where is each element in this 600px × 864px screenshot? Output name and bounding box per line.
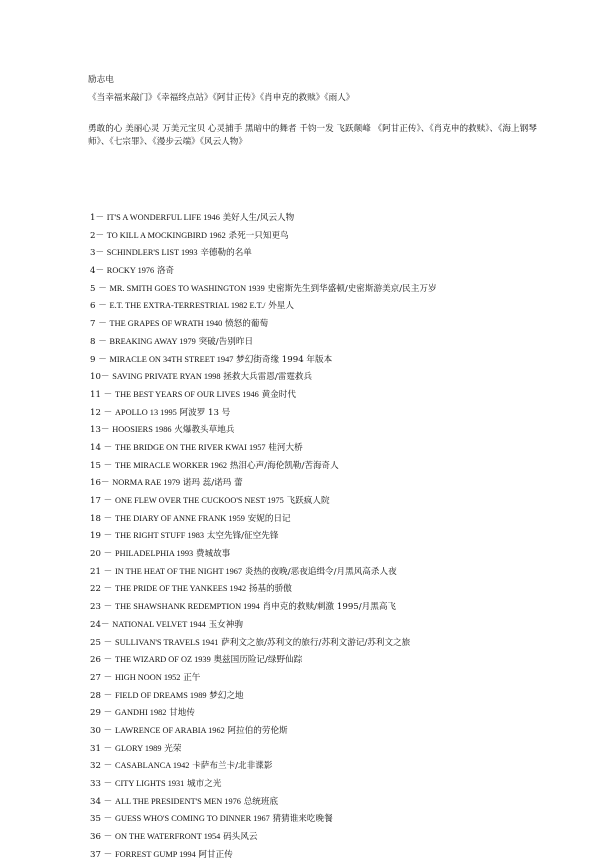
film-chinese-title: 外星人: [268, 301, 294, 312]
film-chinese-title: 热泪心声/海伦凯勒/苦海奇人: [229, 460, 339, 471]
film-number: 24－: [90, 619, 110, 630]
film-title: IT'S A WONDERFUL LIFE 1946: [106, 213, 220, 222]
film-number: 22 －: [90, 584, 113, 595]
film-list-item: [90, 368, 560, 386]
film-list-item: [90, 421, 560, 439]
film-chinese-title: 奥兹国历险记/绿野仙踪: [213, 655, 303, 666]
film-list-item: [90, 757, 560, 775]
film-title: SAVING PRIVATE RYAN 1998: [112, 372, 221, 382]
film-title: CASABLANCA 1942: [115, 761, 190, 771]
film-chinese-title: 猜猜谁来吃晚餐: [272, 814, 333, 825]
film-title: BREAKING AWAY 1979: [109, 336, 196, 346]
film-chinese-title: 卡萨布兰卡/北非谍影: [192, 761, 273, 772]
film-title: NATIONAL VELVET 1944: [112, 619, 206, 629]
film-list-item: [90, 280, 560, 298]
film-number: 21 －: [90, 566, 113, 577]
film-title: TO KILL A MOCKINGBIRD 1962: [106, 230, 226, 240]
film-list-item: [90, 227, 560, 245]
film-number: 26 －: [90, 655, 113, 666]
film-number: 33 －: [90, 779, 113, 789]
film-chinese-title: 飞跃疯人院: [286, 496, 330, 506]
film-list-item: [90, 669, 560, 687]
film-chinese-title: 城市之光: [187, 779, 222, 789]
film-chinese-title: 甘地传: [169, 708, 195, 719]
film-list-item: [90, 563, 560, 581]
film-number: 9 －: [90, 354, 107, 365]
film-title: ONE FLEW OVER THE CUCKOO'S NEST 1975: [115, 496, 284, 505]
film-number: 31 －: [90, 743, 113, 754]
film-number: 19 －: [90, 531, 113, 542]
film-chinese-title: 码头风云: [223, 832, 258, 843]
film-chinese-title: 玉女神驹: [208, 619, 243, 630]
film-chinese-title: 杀死一只知更鸟: [228, 230, 289, 241]
film-chinese-title: 洛奇: [156, 266, 175, 277]
film-list-item: [90, 580, 560, 598]
favorite-films-line: 《当幸福来敲门》《幸福终点站》《阿甘正传》《肖申克的救赎》《雨人》: [88, 93, 355, 103]
film-number: 30 －: [90, 725, 113, 736]
film-list-item: [90, 810, 560, 828]
film-number: 35 －: [90, 814, 113, 825]
film-chinese-title: 愤怒的葡萄: [225, 319, 269, 330]
film-title: FORREST GUMP 1994: [115, 849, 196, 859]
film-chinese-title: 安妮的日记: [247, 513, 291, 524]
film-list-item: [90, 651, 560, 669]
film-number: 17 －: [90, 496, 113, 506]
film-number: 32 －: [90, 761, 113, 772]
film-title: THE PRIDE OF THE YANKEES 1942: [115, 584, 247, 594]
film-chinese-title: 桂河大桥: [268, 442, 303, 453]
film-list-item: [90, 616, 560, 634]
film-title: THE SHAWSHANK REDEMPTION 1994: [115, 602, 260, 612]
film-number: 11 －: [90, 389, 113, 400]
film-chinese-title: 诺玛 蕊/诺玛 蕾: [182, 478, 243, 489]
film-list-item: [90, 351, 560, 369]
film-title: GLORY 1989: [115, 743, 162, 753]
film-list-item: [90, 297, 560, 315]
film-number: 4－: [90, 266, 105, 277]
film-number: 12 －: [90, 407, 113, 418]
film-list-item: [90, 333, 560, 351]
film-number: 15 －: [90, 460, 113, 471]
film-list-item: [90, 439, 560, 457]
film-number: 14 －: [90, 442, 113, 453]
film-list-item: [90, 828, 560, 846]
film-list-item: [90, 510, 560, 528]
film-list-item: [90, 457, 560, 475]
film-number: 10－: [90, 372, 110, 383]
film-list-item: [90, 386, 560, 404]
film-number: 34 －: [90, 796, 113, 807]
film-chinese-title: 扬基的骄傲: [248, 584, 292, 595]
film-chinese-title: 阿拉伯的劳伦斯: [227, 725, 288, 736]
film-list-item: [90, 704, 560, 722]
film-list-item: [90, 793, 560, 811]
film-number: 28 －: [90, 690, 113, 701]
film-list-item: [90, 262, 560, 280]
film-chinese-title: 梦幻之地: [209, 690, 244, 701]
film-title: THE WIZARD OF OZ 1939: [115, 655, 211, 665]
film-title: HIGH NOON 1952: [115, 672, 181, 682]
film-number: 1－: [90, 213, 105, 223]
film-number: 18 －: [90, 513, 113, 524]
film-chinese-title: 阿波罗 13 号: [179, 407, 231, 418]
film-chinese-title: 正午: [183, 672, 201, 683]
film-list-item: [90, 846, 560, 864]
film-chinese-title: 萨利文之旅/苏利文的旅行/苏利文游记/苏利文之旅: [221, 637, 411, 648]
film-list-item: [90, 722, 560, 740]
film-list-item: [90, 527, 560, 545]
film-title: ALL THE PRESIDENT'S MEN 1976: [115, 796, 241, 806]
film-number: 13－: [90, 425, 110, 436]
film-chinese-title: 肖申克的救赎/刺激 1995/月黑高飞: [262, 602, 397, 613]
film-chinese-title: 太空先锋/征空先锋: [206, 531, 279, 542]
film-title: THE RIGHT STUFF 1983: [115, 531, 205, 541]
film-number: 25 －: [90, 637, 113, 648]
film-chinese-title: 总统班底: [243, 796, 279, 807]
film-number: 37 －: [90, 849, 113, 860]
film-title: GANDHI 1982: [115, 708, 167, 718]
film-title: APOLLO 13 1995: [115, 407, 177, 417]
film-number: 7 －: [90, 319, 107, 330]
page-heading: 励志电: [88, 75, 114, 85]
film-title: THE BEST YEARS OF OUR LIVES 1946: [115, 389, 259, 399]
film-chinese-title: 黄金时代: [261, 389, 296, 400]
film-number: 20 －: [90, 549, 113, 560]
film-title: MR. SMITH GOES TO WASHINGTON 1939: [109, 283, 265, 293]
film-number: 23 －: [90, 602, 113, 613]
film-title: NORMA RAE 1979: [112, 478, 181, 488]
film-list-item: [90, 209, 560, 227]
film-title: SULLIVAN'S TRAVELS 1941: [115, 637, 219, 647]
film-title: SCHINDLER'S LIST 1993: [106, 248, 198, 258]
film-chinese-title: 阿甘正传: [198, 849, 233, 860]
film-chinese-title: 美好人生/风云人物: [222, 213, 295, 223]
film-title: PHILADELPHIA 1993: [115, 549, 194, 559]
film-title: E.T. THE EXTRA-TERRESTRIAL 1982 E.T./: [109, 301, 266, 311]
film-list-item: [90, 492, 560, 510]
film-number: 3－: [90, 248, 105, 259]
film-title: LAWRENCE OF ARABIA 1962: [115, 725, 225, 735]
film-title: MIRACLE ON 34TH STREET 1947: [109, 354, 234, 364]
film-list-item: [90, 474, 560, 492]
film-list-item: [90, 775, 560, 793]
intro-paragraph: 勇敢的心 美丽心灵 万美元宝贝 心灵捕手 黑暗中的舞者 千钧一发 飞跃颠峰 《阿甘正传》、《肖克申的救赎》、《海上钢琴师》、《七宗罪》、《漫步云端》《风云人物》: [88, 124, 537, 147]
film-list-item: [90, 634, 560, 652]
film-number: 8 －: [90, 336, 107, 347]
film-title: ROCKY 1976: [106, 266, 155, 276]
film-number: 36 －: [90, 832, 113, 843]
film-number: 5 －: [90, 283, 107, 294]
film-chinese-title: 辛德勒的名单: [200, 248, 252, 259]
film-number: 2－: [90, 230, 105, 241]
film-title: THE GRAPES OF WRATH 1940: [109, 319, 223, 329]
film-chinese-title: 拯救大兵雷恩/雷霆救兵: [223, 372, 313, 383]
film-list-item: [90, 598, 560, 616]
film-number: 27 －: [90, 672, 113, 683]
film-title: GUESS WHO'S COMING TO DINNER 1967: [115, 814, 270, 824]
film-chinese-title: 火爆教头草地兵: [174, 425, 235, 436]
film-list-item: [90, 687, 560, 705]
film-number: 29 －: [90, 708, 113, 719]
film-chinese-title: 炎热的夜晚/恶夜追缉令/月黑风高杀人夜: [244, 566, 397, 577]
film-number: 16－: [90, 478, 110, 489]
film-list-item: [90, 545, 560, 563]
film-chinese-title: 突破/告别昨日: [198, 336, 254, 347]
film-chinese-title: 光荣: [164, 743, 182, 754]
film-title: THE DIARY OF ANNE FRANK 1959: [115, 513, 245, 523]
film-number: 6 －: [90, 301, 107, 312]
film-title: CITY LIGHTS 1931: [115, 779, 185, 788]
film-title: THE BRIDGE ON THE RIVER KWAI 1957: [115, 442, 266, 452]
film-title: IN THE HEAT OF THE NIGHT 1967: [115, 566, 243, 576]
film-list: [90, 209, 560, 863]
film-title: FIELD OF DREAMS 1989: [115, 690, 207, 700]
film-chinese-title: 费城故事: [195, 549, 231, 560]
film-list-item: [90, 315, 560, 333]
film-title: THE MIRACLE WORKER 1962: [115, 460, 228, 470]
film-title: ON THE WATERFRONT 1954: [115, 832, 221, 842]
film-chinese-title: 史密斯先生到华盛顿/史密斯游美京/民主万岁: [267, 283, 437, 294]
film-title: HOOSIERS 1986: [112, 425, 172, 435]
film-list-item: [90, 244, 560, 262]
film-list-item: [90, 404, 560, 422]
film-list-item: [90, 740, 560, 758]
film-chinese-title: 梦幻街奇缘 1994 年版本: [236, 354, 333, 365]
